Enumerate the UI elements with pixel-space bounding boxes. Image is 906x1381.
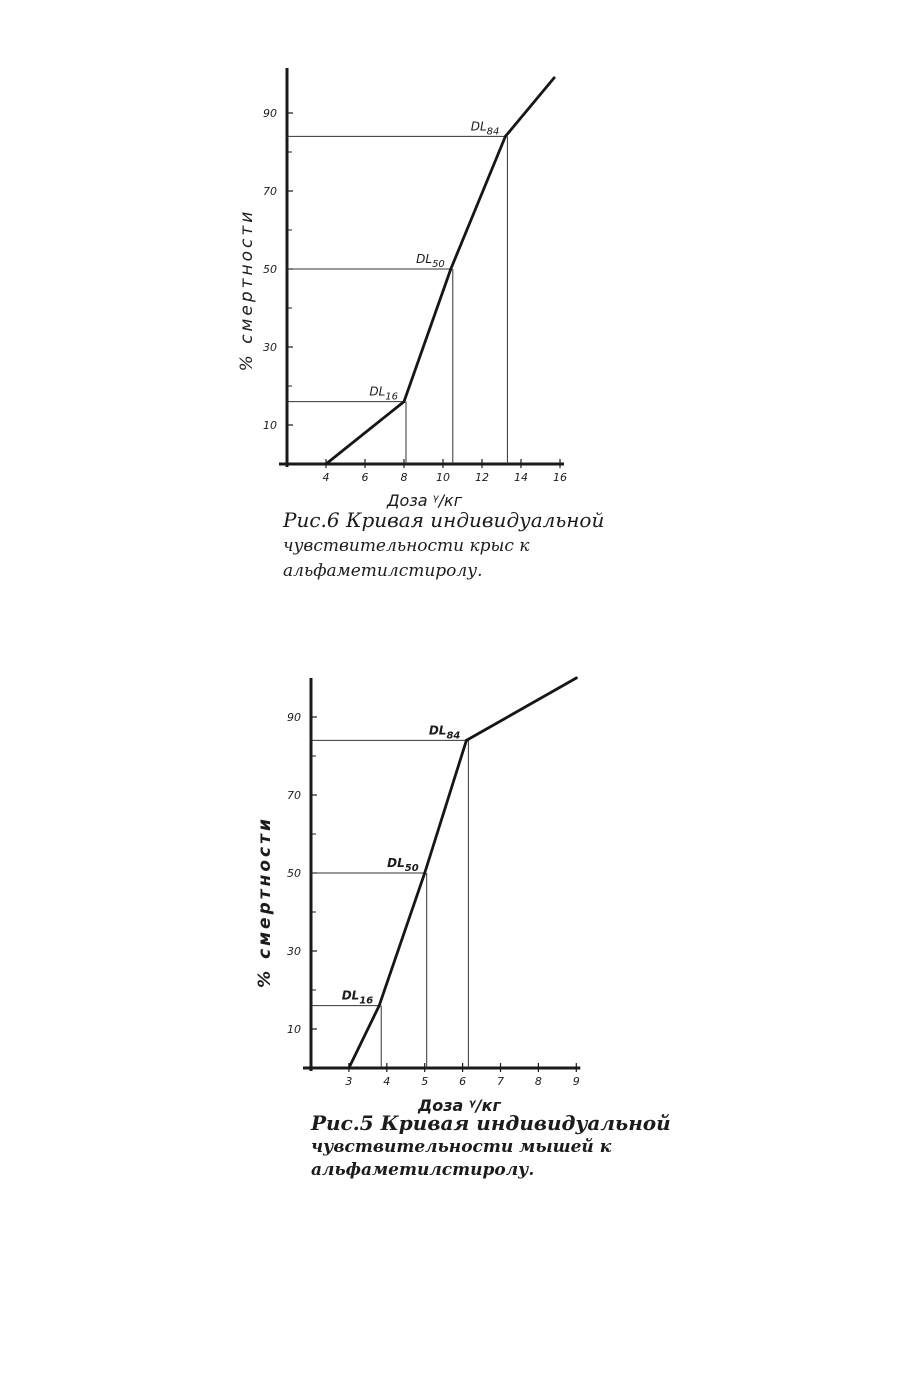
rats-x-tick-label-4: 4 [322, 471, 330, 484]
rats-curve-point-3 [504, 135, 507, 138]
rats-dl84-label: $DL_{84}$ [470, 119, 500, 138]
mice-x-tick-label-9: 9 [572, 1075, 580, 1088]
caption-rats [283, 510, 604, 580]
mice-x-axis-label: Доза ᵞ/кг [418, 1096, 501, 1115]
mice-curve-point-0 [348, 1067, 351, 1070]
rats-x-tick-label-14: 14 [514, 471, 528, 484]
caption-mice-line-3: альфаметилстиролу. [311, 1160, 535, 1180]
rats-dl16-label: $DL_{16}$ [369, 384, 398, 403]
chart-mice [255, 677, 580, 1115]
rats-y-tick-label-30: 30 [263, 341, 277, 354]
rats-y-axis-label: % смертности [237, 208, 257, 372]
rats-y-tick-label-70: 70 [263, 185, 277, 198]
rats-dl50-label: $DL_{50}$ [416, 252, 445, 270]
mice-x-tick-label-4: 4 [383, 1075, 391, 1088]
caption-mice-line-1: Рис.5 Кривая индивидуальной [311, 1111, 671, 1135]
mice-dl84-label: $DL_{84}$ [428, 723, 461, 742]
rats-y-tick-label-50: 50 [263, 263, 277, 276]
rats-x-axis-label: Доза ᵞ/кг [387, 491, 463, 510]
mice-curve-point-2 [423, 872, 426, 875]
caption-rats-line-2: чувствительности крыс к [283, 536, 530, 556]
caption-rats-line-3: альфаметилстиролу. [283, 561, 483, 581]
mice-x-tick-label-6: 6 [459, 1075, 467, 1088]
rats-x-tick-label-10: 10 [436, 471, 450, 484]
rats-x-tick-label-16: 16 [553, 471, 567, 484]
rats-curve-point-4 [553, 77, 556, 80]
chart-rats [237, 68, 567, 510]
mice-x-tick-label-3: 3 [345, 1075, 353, 1088]
mice-y-tick-label-50: 50 [287, 867, 301, 880]
caption-mice [311, 1113, 671, 1179]
rats-curve-point-2 [449, 268, 452, 271]
caption-mice-line-2: чувствительности мышей к [311, 1137, 612, 1157]
rats-y-tick-label-10: 10 [263, 419, 277, 432]
mice-curve-point-4 [575, 677, 578, 680]
mice-x-tick-label-8: 8 [534, 1075, 542, 1088]
mice-y-axis-label: % смертности [255, 816, 275, 988]
mice-y-tick-label-70: 70 [287, 789, 301, 802]
mice-x-tick-label-5: 5 [421, 1075, 429, 1088]
mice-y-tick-label-30: 30 [287, 945, 301, 958]
mice-curve-point-1 [378, 1004, 381, 1007]
rats-curve-point-0 [325, 463, 328, 466]
mice-y-tick-label-10: 10 [287, 1023, 301, 1036]
rats-curve-line [326, 78, 554, 464]
mice-y-tick-label-90: 90 [287, 711, 301, 724]
rats-x-tick-label-8: 8 [400, 471, 408, 484]
mice-dl50-label: $DL_{50}$ [387, 856, 419, 874]
rats-x-tick-label-6: 6 [361, 471, 369, 484]
rats-x-tick-label-12: 12 [475, 471, 489, 484]
mice-dl16-label: $DL_{16}$ [341, 988, 374, 1007]
caption-rats-line-1: Рис.6 Кривая индивидуальной [283, 508, 605, 532]
rats-curve-point-1 [403, 400, 406, 403]
mice-x-tick-label-7: 7 [497, 1075, 504, 1088]
mice-curve-point-3 [465, 739, 468, 742]
rats-y-tick-label-90: 90 [263, 107, 277, 120]
